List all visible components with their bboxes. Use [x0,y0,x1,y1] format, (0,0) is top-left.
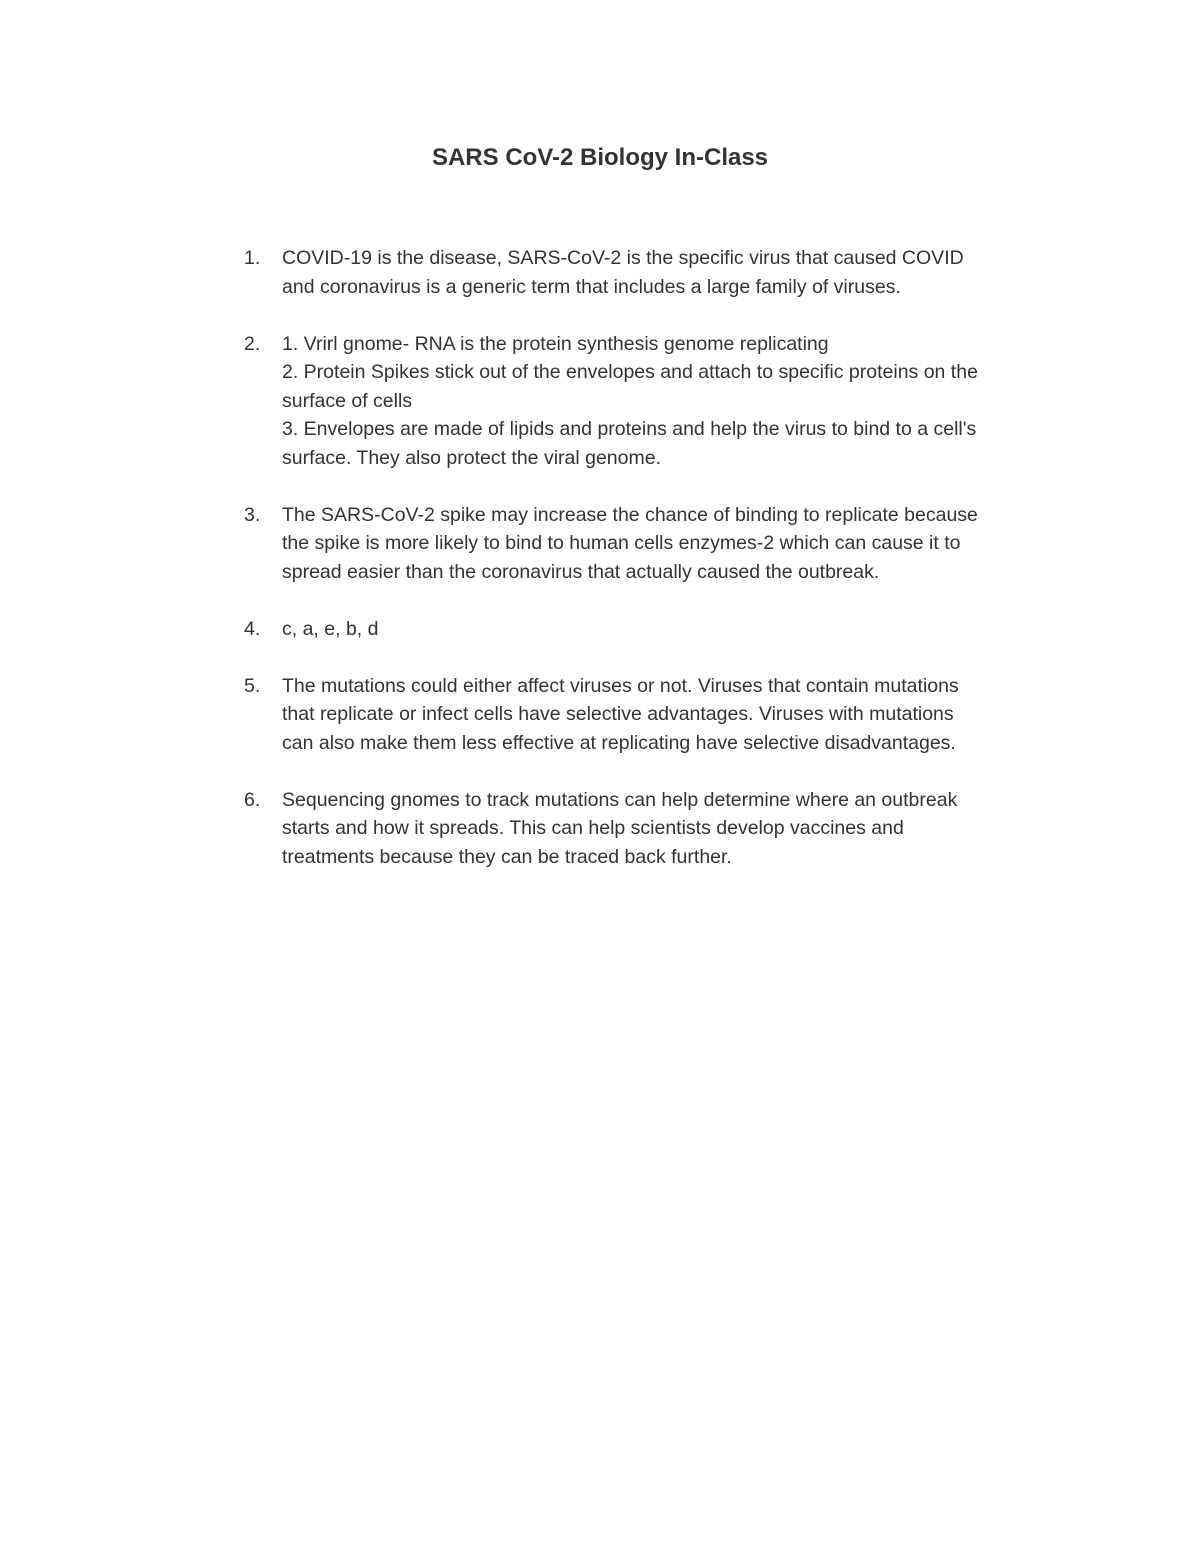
answer-number: 5. [244,674,261,697]
answer-number: 6. [244,788,261,811]
answer-text-line: treatments because they can be traced back further. [282,845,732,868]
answer-text-line: COVID-19 is the disease, SARS-CoV-2 is the specific virus that caused COVID [282,247,964,269]
answer-number: 2. [244,332,261,355]
answer-text-line: c, a, e, b, d [282,617,379,640]
answer-item-6 [244,786,1074,872]
answer-text-line: can also make them less effective at replicating have selective disadvantages. [282,731,956,754]
answer-text-line: 1. Vrirl gnome- RNA is the protein synthesis genome replicating [282,332,829,355]
answer-item-4 [244,615,1074,644]
answer-text-line: The SARS-CoV-2 spike may increase the chance of binding to replicate because [282,503,978,526]
answer-text-line: that replicate or infect cells have selective advantages. Viruses with mutations [282,703,954,725]
answer-number: 1. [244,247,261,269]
answer-list [244,244,1074,900]
answer-text-line: The mutations could either affect viruses or not. Viruses that contain mutations [282,674,959,697]
answer-text-line: and coronavirus is a generic term that includes a large family of viruses. [282,275,901,298]
answer-text-line: spread easier than the coronavirus that actually caused the outbreak. [282,560,880,583]
answer-text-line: surface of cells [282,389,413,412]
answer-number: 3. [244,503,261,526]
answer-text-line: Sequencing gnomes to track mutations can help determine where an outbreak [282,788,958,811]
answer-item-5 [244,672,1074,758]
answer-item-3 [244,501,1074,587]
answer-item-1 [244,244,1074,301]
answer-text-line: the spike is more likely to bind to human cells enzymes-2 which can cause it to [282,532,961,554]
answer-text-line: starts and how it spreads. This can help scientists develop vaccines and [282,817,904,839]
answer-text-line: 3. Envelopes are made of lipids and proteins and help the virus to bind to a cell's [282,418,977,440]
answer-text-line: 2. Protein Spikes stick out of the envelopes and attach to specific proteins on the [282,361,978,383]
answer-item-2 [244,330,1074,473]
answer-number: 4. [244,617,261,640]
answer-text-line: surface. They also protect the viral genome. [282,446,662,469]
document-title: SARS CoV-2 Biology In-Class [431,144,769,171]
